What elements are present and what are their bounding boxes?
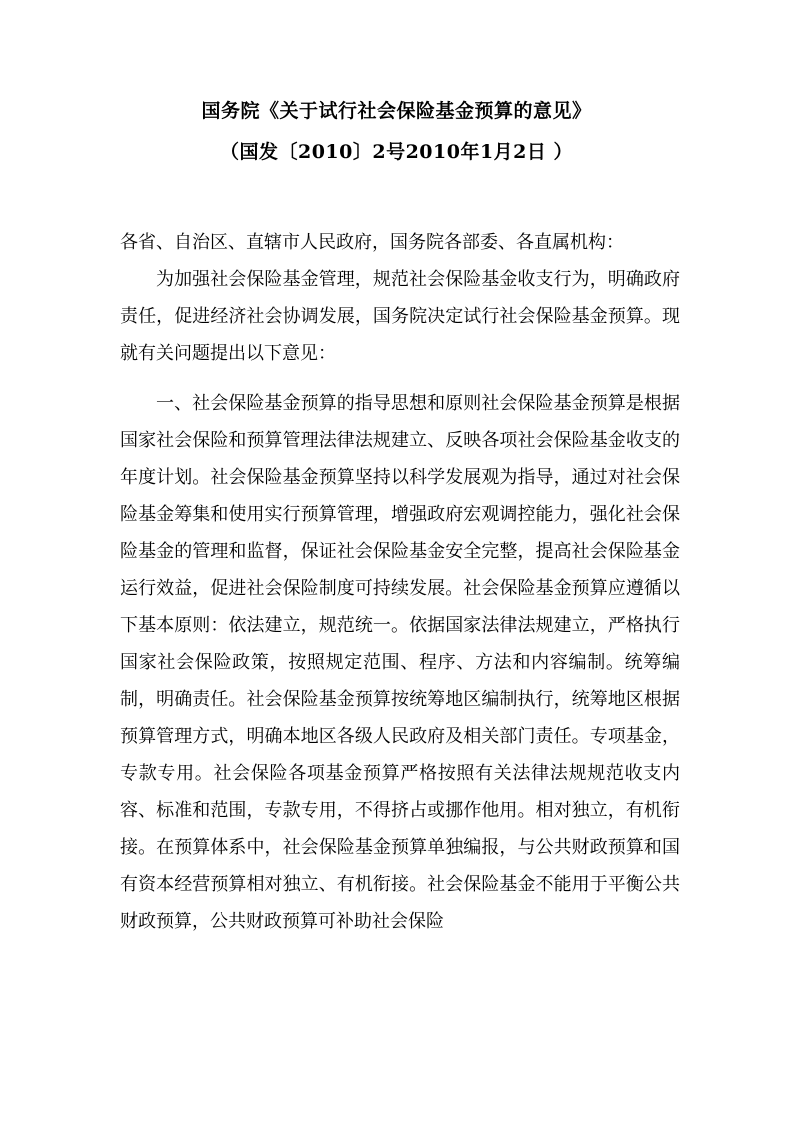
document-subtitle: （国发〔2010〕2号2010年1月2日 ） — [219, 141, 574, 163]
document-title: 国务院《关于试行社会保险基金预算的意见》 — [201, 100, 592, 122]
salutation: 各省、自治区、直辖市人民政府，国务院各部委、各直属机构： — [120, 232, 624, 253]
paragraph-section-one: 一、社会保险基金预算的指导思想和原则社会保险基金预算是根据国家社会保险和预算管理法律法规建立、反映各项社会保险基金收支的年度计划。社会保险基金预算坚持以科学发展观为指导，通过对社会保险基金筹集和使用实行预算管理，增强政府宏观调控能力，强化社会保险基金的管理和监督，保证社会保险基金安全完整，提高社会保险基金运行效益，促进社会保险制度可持续发展。社会保险基金预算应遵循以下基本原则：依法建立，规范统一。依据国家法律法规建立，严格执行国家社会保险政策，按照规定范围、程序、方法和内容编制。统筹编制，明确责任。社会保险基金预算按统筹地区编制执行，统筹地区根据预算管理方式，明确本地区各级人民政府及相关部门责任。专项基金，专款专用。社会保险各项基金预算严格按照有关法律法规规范收支内容、标准和范围，专款专用，不得挤占或挪作他用。相对独立，有机衔接。在预算体系中，社会保险基金预算单独编报，与公共财政预算和国有资本经营预算相对独立、有机衔接。社会保险基金不能用于平衡公共财政预算，公共财政预算可补助社会保险 — [120, 393, 680, 932]
paragraph-intro: 为加强社会保险基金管理，规范社会保险基金收支行为，明确政府责任，促进经济社会协调发展，国务院决定试行社会保险基金预算。现就有关问题提出以下意见： — [120, 269, 680, 364]
